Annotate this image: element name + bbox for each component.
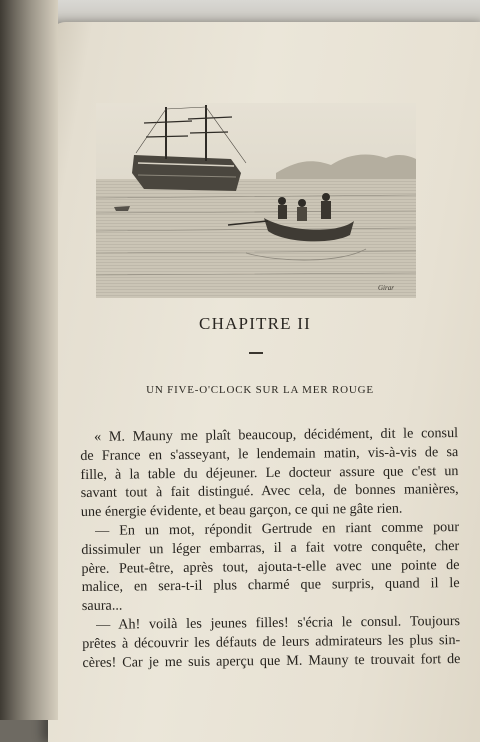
book-spine-edge [0,0,58,720]
text-line: une énergie évidente, et beau garçon, ce qui ne gâte rien. [80,500,403,521]
chapter-rule [249,352,263,354]
text-line: savant tout à fait distingué. Avec cela, de bonnes manières, [80,481,459,502]
text-line: fille, à la table du déjeuner. Le docteur assure que c'est un [80,462,459,483]
ship-engraving-illustration [96,103,416,298]
text-line: « M. Mauny me plaît beaucoup, décidément, dit le consul [94,425,459,445]
text-line: malice, en sera-t-il plus charmé que surpris, quand il le [81,575,460,596]
body-text [80,424,461,672]
text-line: prêtes à découvrir les défauts de leurs admirateurs les plus sin- [82,631,461,652]
section-heading: UN FIVE-O'CLOCK SUR LA MER ROUGE [146,384,374,396]
chapter-title: CHAPITRE II [199,314,311,333]
text-line: dissimuler un léger embarras, il a fait votre conquête, cher [81,537,460,558]
text-line: saura... [81,597,123,615]
text-line: de France en s'asseyant, le lendemain matin, vis-à-vis de sa [80,443,459,464]
text-line: — Ah! voilà les jeunes filles! s'écria le consul. Toujours [95,613,461,633]
text-line: père. Peut-être, après tout, ajouta-t-elle avec une pointe de [81,556,460,577]
text-line: — En un mot, répondit Gertrude en riant comme pour [94,519,460,539]
table-surface [0,0,480,24]
illustration-signature: Girar [378,284,394,292]
text-line: cères! Car je me suis aperçu que M. Mauny te trouvait fort de [82,650,461,671]
